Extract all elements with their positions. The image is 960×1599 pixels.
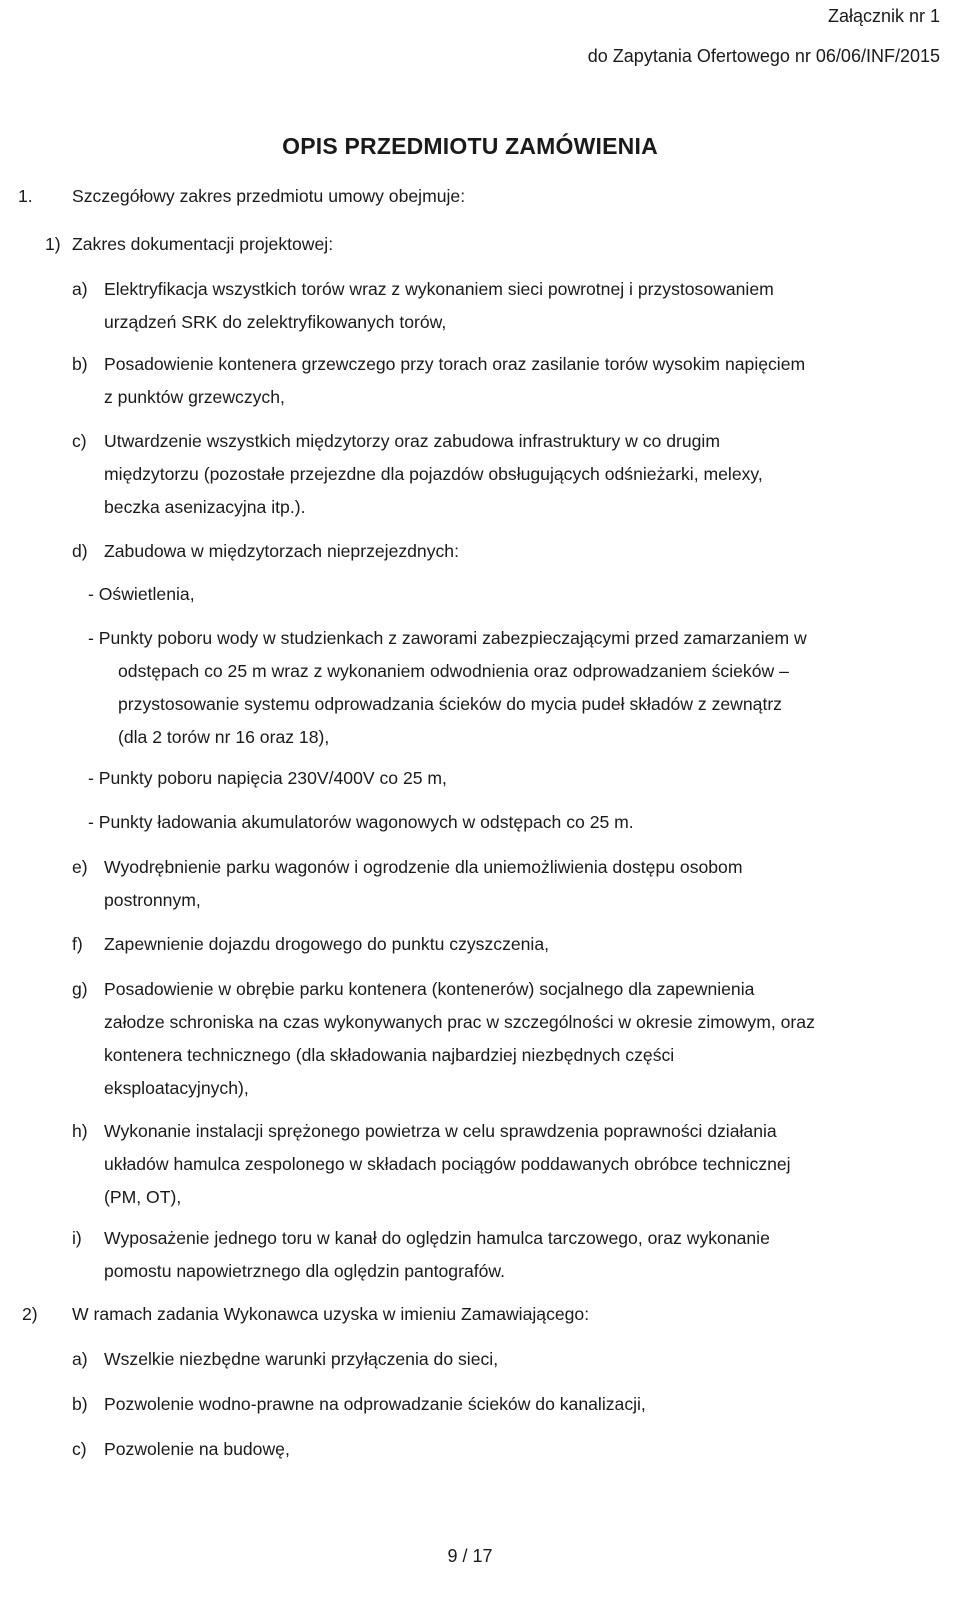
list-item-b-marker: b) [72,354,88,374]
list-item-d-text: Zabudowa w międzytorzach nieprzejezdnych: [104,541,459,561]
part1-heading: Zakres dokumentacji projektowej: [72,234,334,254]
list-item-h-text: układów hamulca zespolonego w składach pociągów poddawanych obróbce technicznej [104,1154,791,1174]
list-item-e-text: Wyodrębnienie parku wagonów i ogrodzenie dla uniemożliwienia dostępu osobom [104,857,743,877]
permit-item-b-text: Pozwolenie wodno-prawne na odprowadzanie ścieków do kanalizacji, [104,1394,646,1414]
list-item-c-marker: c) [72,431,87,451]
part1-number: 1) [45,234,61,254]
list-item-i-text: Wyposażenie jednego toru w kanał do oględzin hamulca tarczowego, oraz wykonanie [104,1228,770,1248]
list-item-e-marker: e) [72,857,88,877]
section-number: 1. [18,186,33,206]
sub-item-text: - Oświetlenia, [88,584,195,604]
list-item-h-text: Wykonanie instalacji sprężonego powietrza w celu sprawdzenia poprawności działania [104,1121,777,1141]
part2-number: 2) [22,1304,38,1324]
permit-item-b-marker: b) [72,1394,88,1414]
sub-item-text: - Punkty poboru wody w studzienkach z zaworami zabezpieczającymi przed zamarzaniem w [88,628,807,648]
list-item-g-marker: g) [72,979,88,999]
list-item-g-text: eksploatacyjnych), [104,1078,249,1098]
list-item-i-text: pomostu napowietrznego dla oględzin pantografów. [104,1261,506,1281]
list-item-f-marker: f) [72,934,83,954]
section-heading: Szczegółowy zakres przedmiotu umowy obejmuje: [72,186,466,206]
list-item-d-marker: d) [72,541,88,561]
list-item-i-marker: i) [72,1228,82,1248]
list-item-h-text: (PM, OT), [104,1187,182,1207]
sub-item-text: odstępach co 25 m wraz z wykonaniem odwodnienia oraz odprowadzaniem ścieków – [118,661,789,681]
part2-heading: W ramach zadania Wykonawca uzyska w imieniu Zamawiającego: [72,1304,590,1324]
attachment-label: Załącznik nr 1 [827,6,940,26]
list-item-a-text: Elektryfikacja wszystkich torów wraz z wykonaniem sieci powrotnej i przystosowaniem [104,279,774,299]
list-item-c-text: Utwardzenie wszystkich międzytorzy oraz zabudowa infrastruktury w co drugim [104,431,720,451]
list-item-c-text: beczka asenizacyjna itp.). [104,497,306,517]
list-item-f-text: Zapewnienie dojazdu drogowego do punktu czyszczenia, [104,934,550,954]
page-title: OPIS PRZEDMIOTU ZAMÓWIENIA [282,133,658,159]
list-item-g-text: załodze schroniska na czas wykonywanych prac w szczególności w okresie zimowym, oraz [104,1012,815,1032]
list-item-a-text: urządzeń SRK do zelektryfikowanych torów, [104,312,447,332]
list-item-b-text: z punktów grzewczych, [104,387,285,407]
sub-item-text: przystosowanie systemu odprowadzania ścieków do mycia pudeł składów z zewnątrz [118,694,782,714]
list-item-h-marker: h) [72,1121,88,1141]
list-item-g-text: kontenera technicznego (dla składowania najbardziej niezbędnych części [104,1045,675,1065]
permit-item-a-marker: a) [72,1349,88,1369]
list-item-c-text: międzytorzu (pozostałe przejezdne dla pojazdów obsługujących odśnieżarki, melexy, [104,464,763,484]
list-item-g-text: Posadowienie w obrębie parku kontenera (kontenerów) socjalnego dla zapewnienia [104,979,755,999]
inquiry-reference: do Zapytania Ofertowego nr 06/06/INF/2015 [587,46,940,66]
page-number: 9 / 17 [447,1546,493,1566]
permit-item-a-text: Wszelkie niezbędne warunki przyłączenia do sieci, [104,1349,499,1369]
permit-item-c-text: Pozwolenie na budowę, [104,1439,290,1459]
list-item-b-text: Posadowienie kontenera grzewczego przy torach oraz zasilanie torów wysokim napięciem [104,354,806,374]
list-item-e-text: postronnym, [104,890,201,910]
sub-item-text: - Punkty poboru napięcia 230V/400V co 25 m, [88,768,447,788]
list-item-a-marker: a) [72,279,88,299]
permit-item-c-marker: c) [72,1439,87,1459]
sub-item-text: - Punkty ładowania akumulatorów wagonowych w odstępach co 25 m. [88,812,634,832]
sub-item-text: (dla 2 torów nr 16 oraz 18), [118,727,330,747]
